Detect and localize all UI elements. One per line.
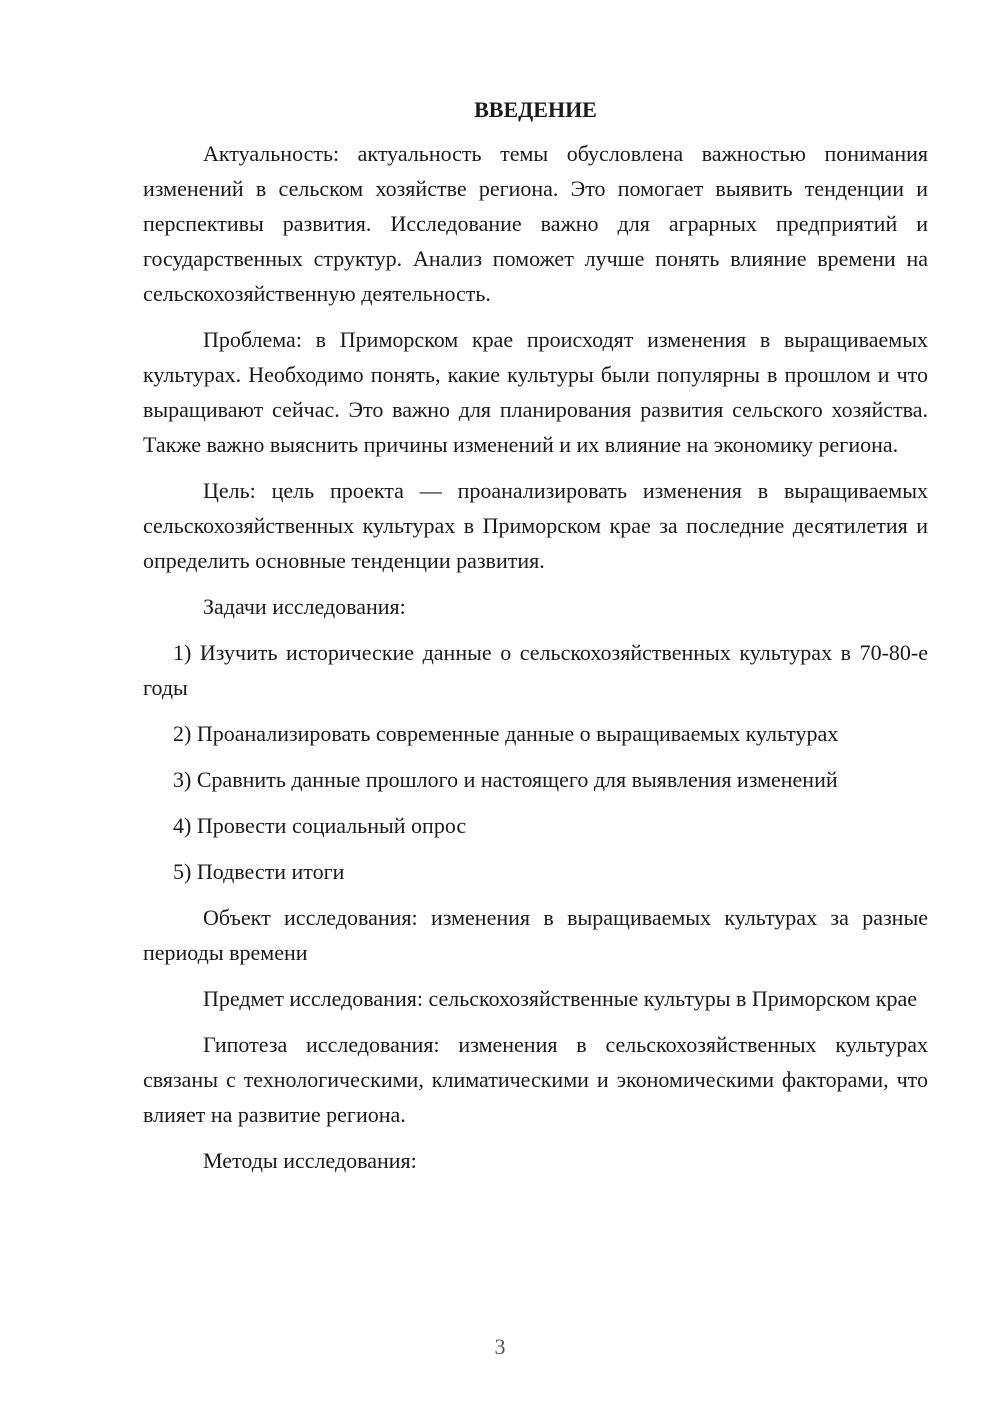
- relevance-paragraph: Актуальность: актуальность темы обусловлена важностью понимания изменений в сельском хозяйстве региона. Это помогает выявить тенденции и перспективы развития. Исследование важно для аграрных предприятий и государственных структур. Анализ поможет лучше понять влияние времени на сельскохозяйственную деятельность.: [143, 141, 928, 306]
- task-item-3: 3) Сравнить данные прошлого и настоящего для выявления изменений: [173, 767, 838, 792]
- problem-paragraph: Проблема: в Приморском крае происходят изменения в выращиваемых культурах. Необходимо понять, какие культуры были популярны в прошлом и что выращивают сейчас. Это важно для планирования развития сельского хозяйства. Также важно выяснить причины изменений и их влияние на экономику региона.: [143, 327, 928, 457]
- subject-paragraph: Предмет исследования: сельскохозяйственные культуры в Приморском крае: [203, 986, 918, 1011]
- hypothesis-paragraph: Гипотеза исследования: изменения в сельскохозяйственных культурах связаны с технологическими, климатическими и экономическими факторами, что влияет на развитие региона.: [143, 1032, 928, 1127]
- document-page: [143, 95, 928, 1189]
- task-item-2: 2) Проанализировать современные данные о выращиваемых культурах: [173, 721, 839, 746]
- section-title: ВВЕДЕНИЕ: [474, 97, 597, 122]
- task-item-5: 5) Подвести итоги: [173, 859, 345, 884]
- goal-paragraph: Цель: цель проекта — проанализировать изменения в выращиваемых сельскохозяйственных культурах в Приморском крае за последние десятилетия и определить основные тенденции развития.: [143, 478, 928, 573]
- methods-heading: Методы исследования:: [203, 1148, 417, 1173]
- task-item-4: 4) Провести социальный опрос: [173, 813, 467, 838]
- object-paragraph: Объект исследования: изменения в выращиваемых культурах за разные периоды времени: [143, 905, 928, 965]
- page-number: 3: [494, 1334, 506, 1359]
- task-item-1: 1) Изучить исторические данные о сельскохозяйственных культурах в 70-80-е годы: [143, 640, 928, 700]
- tasks-heading: Задачи исследования:: [203, 594, 406, 619]
